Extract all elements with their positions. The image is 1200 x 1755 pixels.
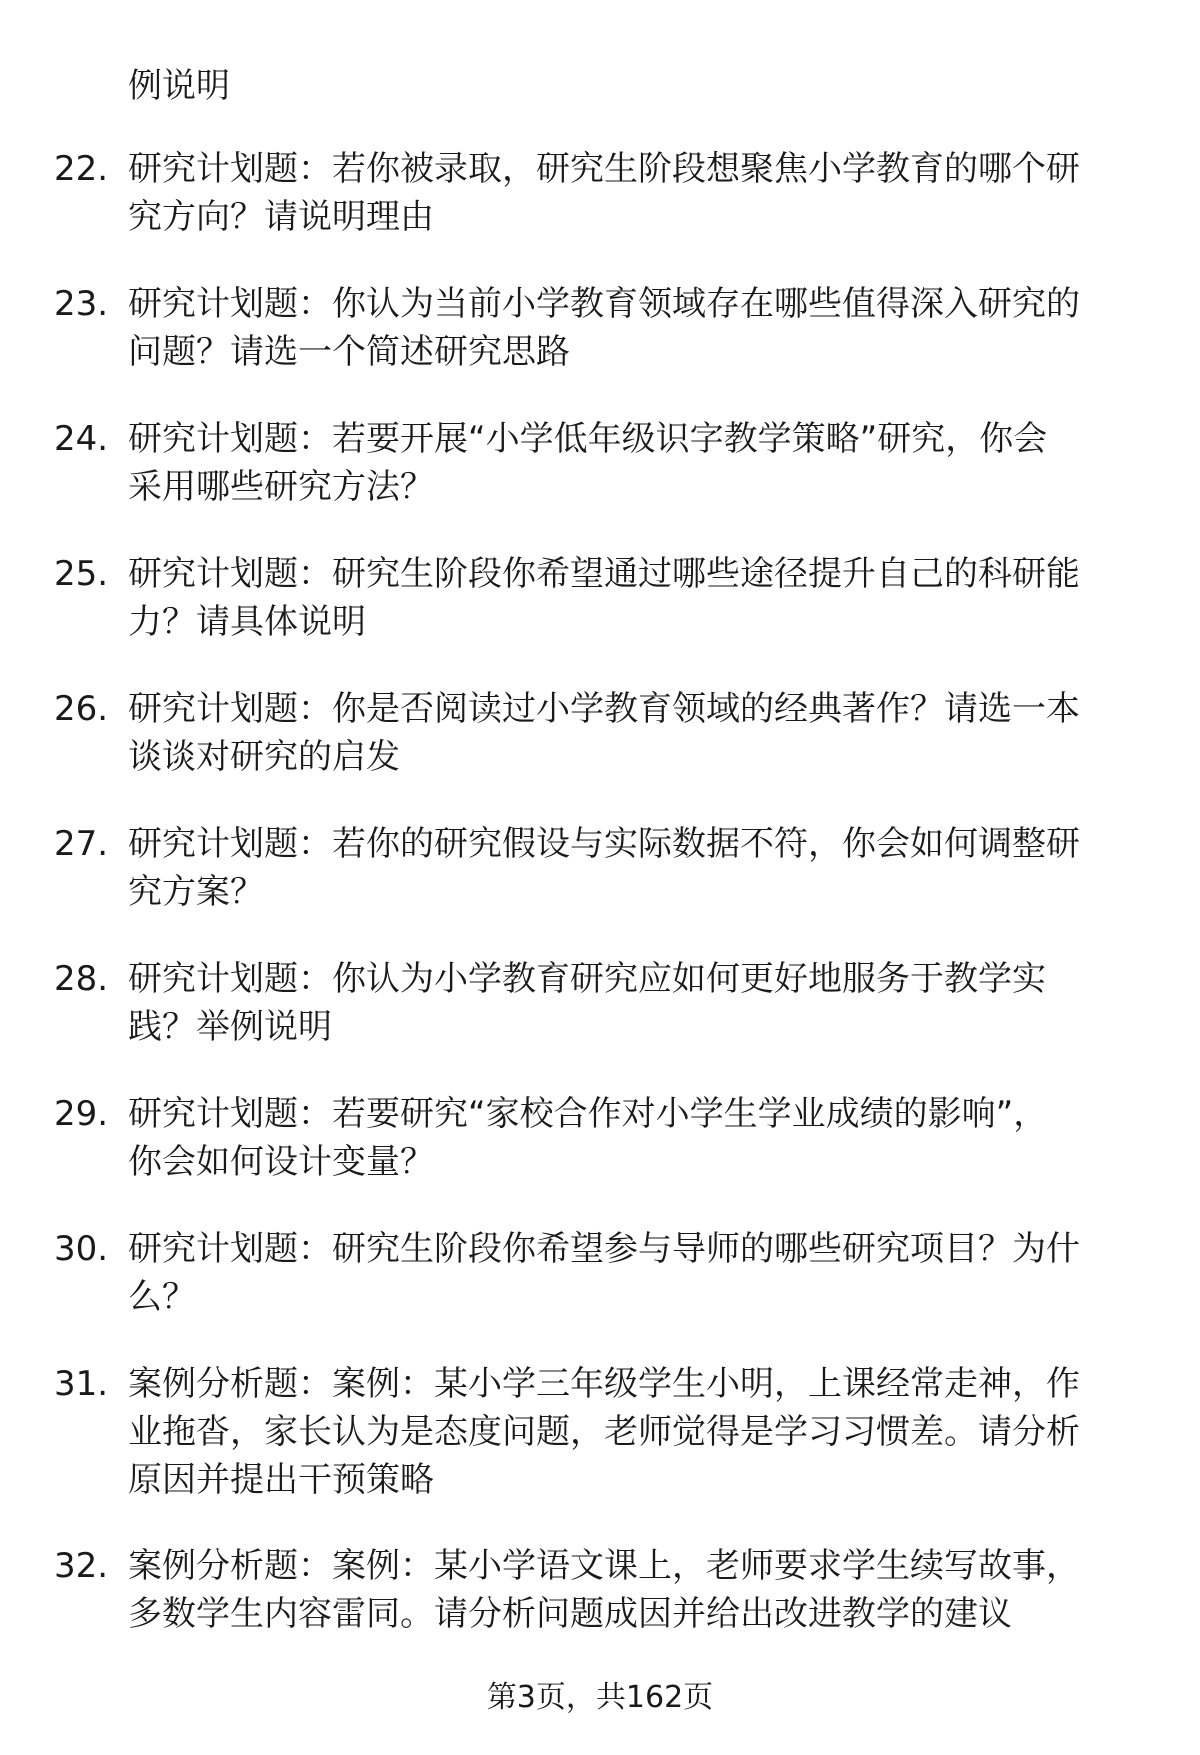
question-item <box>0 1542 1200 1677</box>
question-item <box>0 415 1200 550</box>
question-text <box>128 550 1140 646</box>
question-line: 研究计划题：你是否阅读过小学教育领域的经典著作？请选一本 <box>128 689 1080 729</box>
question-line: 研究计划题：若要开展“小学低年级识字教学策略”研究，你会 <box>128 419 1048 459</box>
question-line: 研究计划题：你认为小学教育研究应如何更好地服务于教学实 <box>128 959 1046 999</box>
question-text <box>128 1225 1140 1321</box>
question-line: 研究计划题：若你的研究假设与实际数据不符，你会如何调整研 <box>128 824 1080 864</box>
question-number: 32. <box>54 1546 109 1586</box>
question-text <box>128 145 1140 241</box>
question-line: 多数学生内容雷同。请分析问题成因并给出改进教学的建议 <box>128 1594 1012 1634</box>
question-line: 研究计划题：研究生阶段你希望通过哪些途径提升自己的科研能 <box>128 554 1080 594</box>
question-number: 31. <box>54 1364 109 1404</box>
question-number: 23. <box>54 284 109 324</box>
question-item <box>0 955 1200 1090</box>
question-line: 研究计划题：你认为当前小学教育领域存在哪些值得深入研究的 <box>128 284 1080 324</box>
question-line: 案例分析题：案例：某小学语文课上，老师要求学生续写故事， <box>128 1546 1080 1586</box>
question-number: 26. <box>54 689 109 729</box>
question-text <box>128 820 1140 916</box>
question-line: 业拖沓，家长认为是态度问题，老师觉得是学习习惯差。请分析 <box>128 1412 1080 1452</box>
continuation-text: 例说明 <box>128 66 230 106</box>
question-number: 22. <box>54 149 109 189</box>
question-line: 究方案？ <box>128 872 264 912</box>
question-number: 28. <box>54 959 109 999</box>
question-line: 原因并提出干预策略 <box>128 1460 434 1500</box>
question-item <box>0 1360 1200 1542</box>
page-footer: 第3页，共162页 <box>486 1680 714 1715</box>
question-line: 践？举例说明 <box>128 1007 332 1047</box>
question-number: 27. <box>54 824 109 864</box>
question-line: 谈谈对研究的启发 <box>128 737 400 777</box>
question-line: 案例分析题：案例：某小学三年级学生小明，上课经常走神，作 <box>128 1364 1080 1404</box>
question-number: 24. <box>54 419 109 459</box>
question-item <box>0 685 1200 820</box>
question-text <box>128 1090 1140 1186</box>
question-text <box>128 415 1140 511</box>
question-line: 研究计划题：若你被录取，研究生阶段想聚焦小学教育的哪个研 <box>128 149 1080 189</box>
question-line: 问题？请选一个简述研究思路 <box>128 332 570 372</box>
question-text <box>128 280 1140 376</box>
question-line: 么？ <box>128 1277 196 1317</box>
question-number: 25. <box>54 554 109 594</box>
question-text <box>128 1542 1140 1638</box>
question-number: 29. <box>54 1094 109 1134</box>
question-line: 你会如何设计变量？ <box>128 1142 434 1182</box>
question-line: 研究计划题：研究生阶段你希望参与导师的哪些研究项目？为什 <box>128 1229 1080 1269</box>
question-text <box>128 955 1140 1051</box>
question-line: 研究计划题：若要研究“家校合作对小学生学业成绩的影响”， <box>128 1094 1048 1134</box>
question-text <box>128 1360 1140 1504</box>
question-number: 30. <box>54 1229 109 1269</box>
question-item <box>0 550 1200 685</box>
question-text <box>128 685 1140 781</box>
question-line: 力？请具体说明 <box>128 602 366 642</box>
question-line: 采用哪些研究方法？ <box>128 467 434 507</box>
question-item <box>0 1225 1200 1360</box>
question-item <box>0 145 1200 280</box>
question-item <box>0 820 1200 955</box>
question-list <box>0 145 1200 1677</box>
question-item <box>0 1090 1200 1225</box>
question-line: 究方向？请说明理由 <box>128 197 434 237</box>
question-item <box>0 280 1200 415</box>
